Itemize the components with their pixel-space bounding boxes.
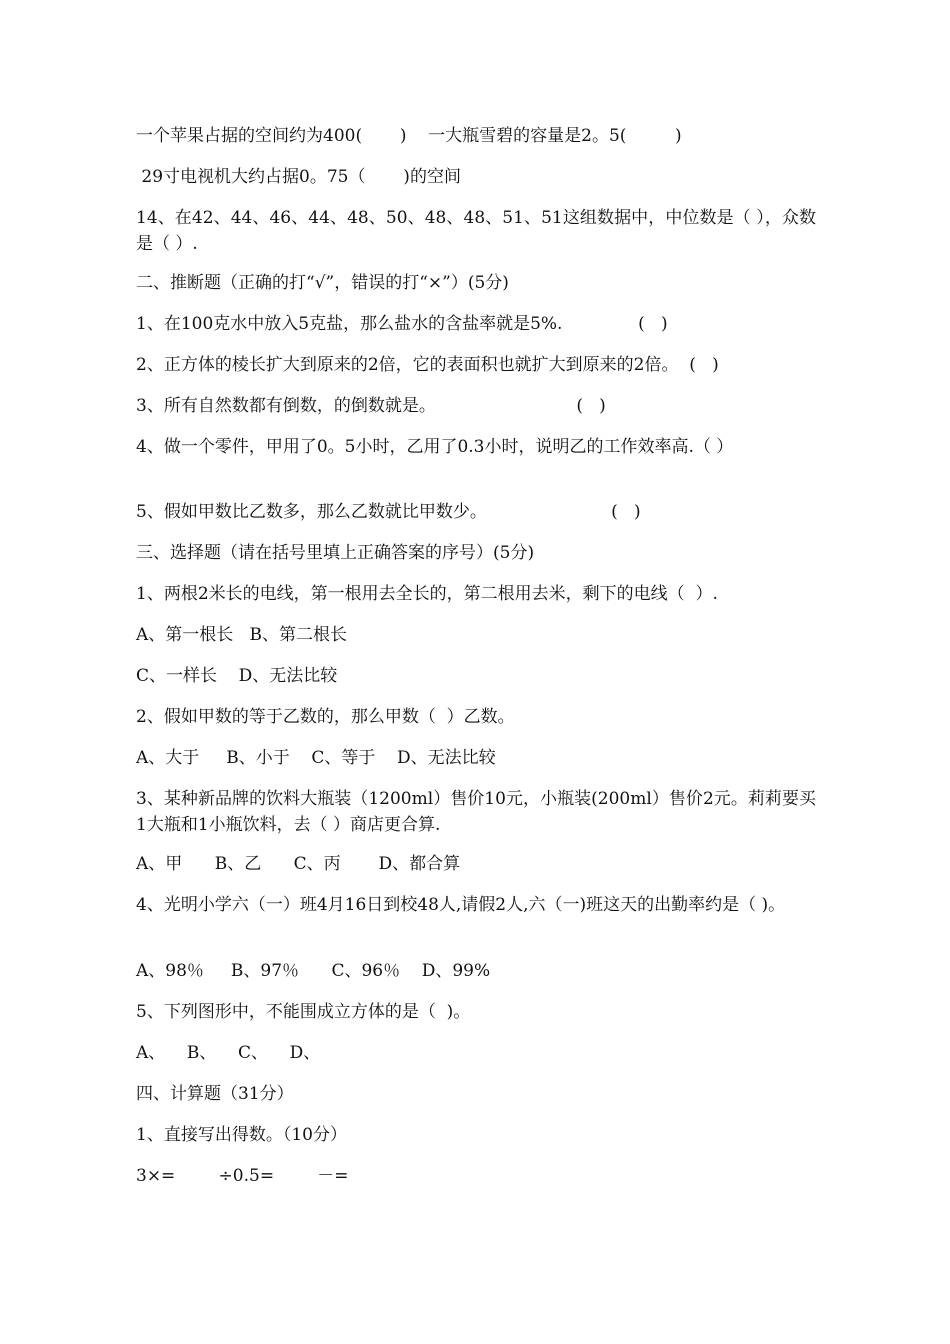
judge-question-1: 1、在100克水中放入5克盐，那么盐水的含盐率就是5%. ( ): [136, 314, 668, 334]
section-4-heading: 四、计算题（31分）: [136, 1084, 294, 1104]
choice-question-4: 4、光明小学六（一）班4月16日到校48人,请假2人,六（一)班这天的出勤率约是（ )。: [136, 895, 786, 915]
choice-1-options-cd: C、一样长 D、无法比较: [136, 666, 338, 686]
choice-1-options-ab: A、第一根长 B、第二根长: [136, 625, 347, 645]
judge-question-5: 5、假如甲数比乙数多，那么乙数就比甲数少。 ( ): [136, 502, 641, 522]
section-3-heading: 三、选择题（请在括号里填上正确答案的序号）(5分): [136, 543, 535, 563]
choice-question-5: 5、下列图形中，不能围成立方体的是（ )。: [136, 1002, 471, 1022]
judge-question-4: 4、做一个零件，甲用了0。5小时，乙用了0.3小时，说明乙的工作效率高.（ ）: [136, 437, 734, 457]
choice-question-2: 2、假如甲数的等于乙数的，那么甲数（ ）乙数。: [136, 707, 515, 727]
choice-4-options: A、98％ B、97％ C、96％ D、99%: [136, 961, 491, 981]
apple-volume-line: 一个苹果占据的空间约为400( ) 一大瓶雪碧的容量是2。5( ): [136, 126, 682, 146]
choice-question-3: 3、某种新品牌的饮料大瓶装（1200ml）售价10元，小瓶装(200ml）售价2元。莉莉要买1大瓶和1小瓶饮料，去（ ）商店更合算.: [136, 789, 816, 835]
choice-2-options: A、大于 B、小于 C、等于 D、无法比较: [136, 748, 496, 768]
calc-expressions: 3×= ÷0.5= －=: [136, 1166, 349, 1186]
question-14: 14、在42、44、46、44、48、50、48、48、51、51这组数据中，中位数是（ ），众数是（ ）.: [136, 208, 816, 254]
judge-question-2: 2、正方体的棱长扩大到原来的2倍，它的表面积也就扩大到原来的2倍。 ( ): [136, 355, 719, 375]
calc-question-1: 1、直接写出得数。（10分）: [136, 1125, 347, 1145]
choice-3-options: A、甲 B、乙 C、丙 D、都合算: [136, 854, 461, 874]
choice-5-options: A、 B、 C、 D、: [136, 1043, 321, 1063]
choice-question-1: 1、两根2米长的电线，第一根用去全长的，第二根用去米，剩下的电线（ ）.: [136, 584, 718, 604]
section-2-heading: 二、推断题（正确的打“√”，错误的打“×”）(5分): [136, 273, 509, 293]
tv-volume-line: 29寸电视机大约占据0。75（ )的空间: [136, 167, 461, 187]
judge-question-3: 3、所有自然数都有倒数，的倒数就是。 ( ): [136, 396, 606, 416]
